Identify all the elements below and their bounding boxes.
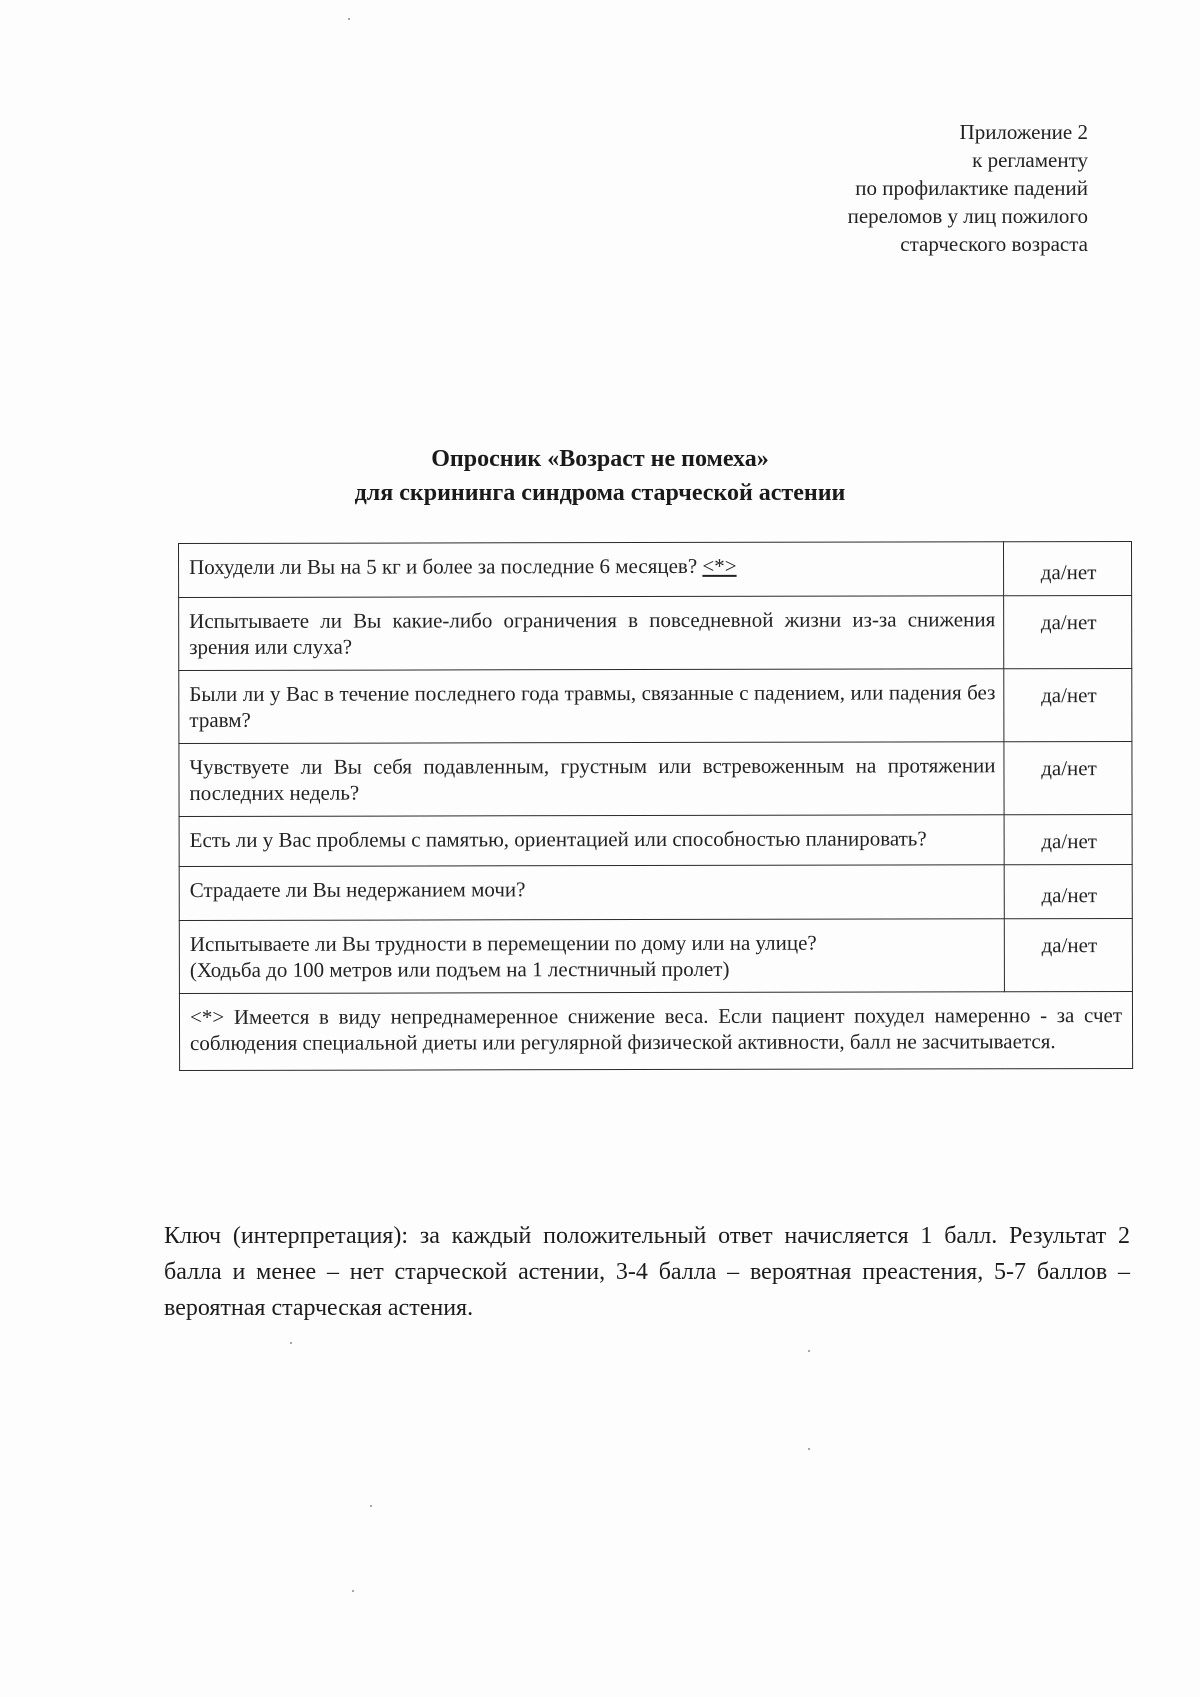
question-cell: Испытываете ли Вы какие-либо ограничения в повседневной жизни из-за снижения зрения или слуха? [179,596,1004,671]
question-row [179,919,1132,994]
answer-cell: да/нет [1004,742,1132,815]
answer-cell: да/нет [1004,542,1132,596]
question-row [179,542,1132,598]
question-cell: Чувствуете ли Вы себя подавленным, грустным или встревоженным на протяжении последних недель? [179,742,1004,817]
scan-speck [348,18,350,20]
document-title [0,442,1200,510]
appendix-line: старческого возраста [900,232,1088,256]
question-row [179,815,1132,867]
answer-cell: да/нет [1004,865,1132,919]
footnote-reference: <*> [702,553,737,578]
appendix-header [668,118,1088,258]
scan-speck [352,1590,354,1592]
answer-cell: да/нет [1004,669,1132,742]
answer-cell: да/нет [1004,815,1132,865]
answer-cell: да/нет [1004,596,1132,669]
question-cell: Были ли у Вас в течение последнего года травмы, связанные с падением, или падения без травм? [179,669,1004,744]
scan-speck [370,1505,372,1507]
question-row [179,669,1132,744]
answer-cell: да/нет [1004,919,1132,992]
interpretation-key: Ключ (интерпретация): за каждый положительный ответ начисляется 1 балл. Результат 2 балла и менее – нет старческой астении, 3-4 балла – вероятная преастения, 5-7 баллов – вероятная старческая астения. [164,1223,1130,1321]
appendix-line: Приложение 2 [959,120,1088,144]
appendix-line: переломов у лиц пожилого [847,204,1088,228]
question-text: Похудели ли Вы на 5 кг и более за последние 6 месяцев? [189,553,698,579]
question-text: Испытываете ли Вы трудности в перемещении по дому или на улице? [189,930,817,956]
question-subtext: (Ходьба до 100 метров или подъем на 1 лестничный пролет) [189,956,730,982]
title-line-2: для скрининга синдрома старческой астении [354,480,846,506]
question-cell: Есть ли у Вас проблемы с памятью, ориентацией или способностью планировать? [179,815,1004,867]
question-row [179,865,1132,921]
questionnaire-table [178,541,1133,1071]
footnote-row [179,992,1132,1071]
appendix-line: к регламенту [972,148,1088,172]
question-cell: Страдаете ли Вы недержанием мочи? [179,865,1004,921]
question-row [179,596,1132,671]
scan-speck [808,1350,810,1352]
scan-speck [290,1342,292,1344]
title-line-1: Опросник «Возраст не помеха» [431,446,769,472]
footnote-cell: <*> Имеется в виду непреднамеренное снижение веса. Если пациент похудел намеренно - за счет соблюдения специальной диеты или регулярной физической активности, балл не засчитывается. [179,992,1132,1071]
scan-speck [808,1448,810,1450]
appendix-line: по профилактике падений [855,176,1088,200]
question-cell [179,919,1004,994]
question-cell [179,542,1004,598]
question-row [179,742,1132,817]
